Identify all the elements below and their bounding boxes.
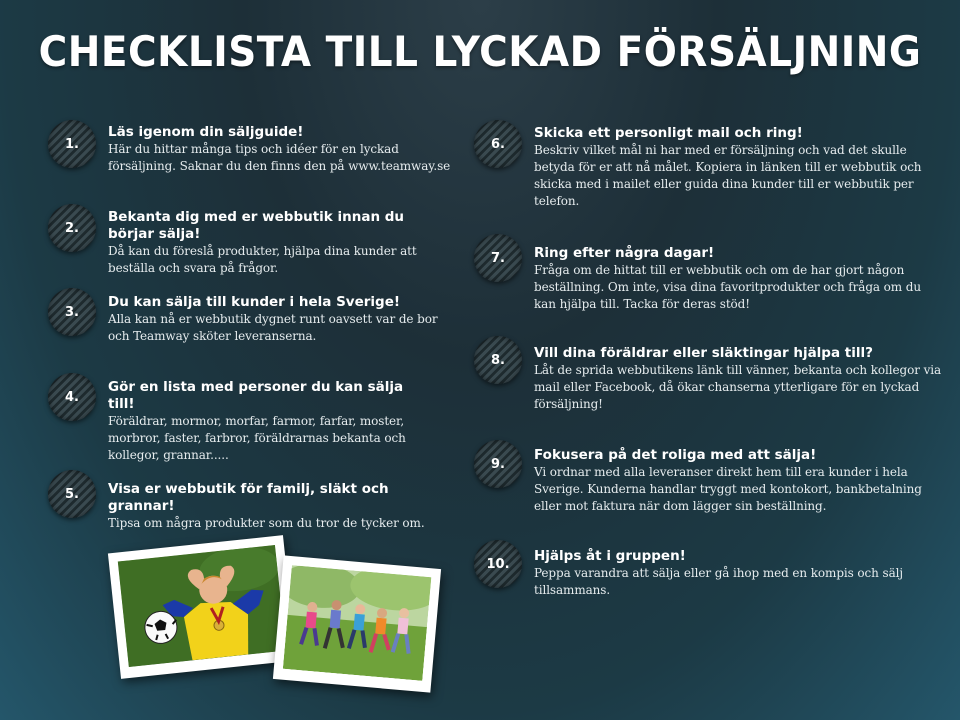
number-badge: 5. [48,470,96,518]
item-heading: Visa er webbutik för familj, släkt och grannar! [108,481,389,514]
item-body: Vi ordnar med alla leveranser direkt hem till era kunder i hela Sverige. Kunderna handlar tryggt med kontokort, bankbetalning eller mot faktura när dom lägger sin beställning. [534,465,922,513]
item-heading: Vill dina föräldrar eller släktingar hjälpa till? [534,345,873,361]
item-body: Alla kan nå er webbutik dygnet runt oavsett var de bor och Teamway sköter leveranserna. [108,312,438,343]
photo-kids-running [273,555,441,692]
item-body: Här du hittar många tips och idéer för en lyckad försäljning. Saknar du den finns den på www.teamway.se [108,142,451,173]
number-badge: 6. [474,120,522,168]
item-body: Peppa varandra att sälja eller gå ihop med en kompis och sälj tillsammans. [534,566,903,597]
item-body: Låt de sprida webbutikens länk till vänner, bekanta och kollegor via mail eller Facebook, då ökar chanserna ytterligare för en lyckad försäljning! [534,363,942,411]
item-heading: Skicka ett personligt mail och ring! [534,125,803,141]
item-heading: Hjälps åt i gruppen! [534,548,686,564]
number-badge: 2. [48,204,96,252]
item-heading: Du kan sälja till kunder i hela Sverige! [108,294,401,310]
item-body: Tipsa om några produkter som du tror de tycker om. [108,516,425,530]
item-body: Då kan du föreslå produkter, hjälpa dina kunder att beställa och svara på frågor. [108,244,417,275]
item-heading: Fokusera på det roliga med att sälja! [534,447,817,463]
item-body: Föräldrar, mormor, morfar, farmor, farfar, moster, morbror, faster, farbror, föräldrarnas bekanta och kollegor, grannar..... [108,414,406,462]
number-badge: 4. [48,373,96,421]
photo-boy-with-football [108,535,296,679]
page-title: CHECKLISTA TILL LYCKAD FÖRSÄLJNING [38,28,922,77]
item-heading: Ring efter några dagar! [534,245,715,261]
number-badge: 8. [474,336,522,384]
number-badge: 9. [474,440,522,488]
number-badge: 10. [474,540,522,588]
item-heading: Gör en lista med personer du kan sälja till! [108,379,404,412]
boy-with-ball-icon [118,545,286,667]
kids-running-icon [283,565,432,681]
number-badge: 3. [48,288,96,336]
number-badge: 7. [474,234,522,282]
number-badge: 1. [48,120,96,168]
item-heading: Läs igenom din säljguide! [108,124,304,140]
item-body: Fråga om de hittat till er webbutik och om de har gjort någon beställning. Om inte, visa dina favoritprodukter och fråga om du kan hjälpa till. Tacka för deras stöd! [534,263,922,311]
item-heading: Bekanta dig med er webbutik innan du börjar sälja! [108,209,405,242]
item-body: Beskriv vilket mål ni har med er försäljning och vad det skulle betyda för er att nå målet. Kopiera in länken till er webbutik och skicka med i mailet eller guida dina kunder till er webbutik per telefon. [534,143,922,208]
